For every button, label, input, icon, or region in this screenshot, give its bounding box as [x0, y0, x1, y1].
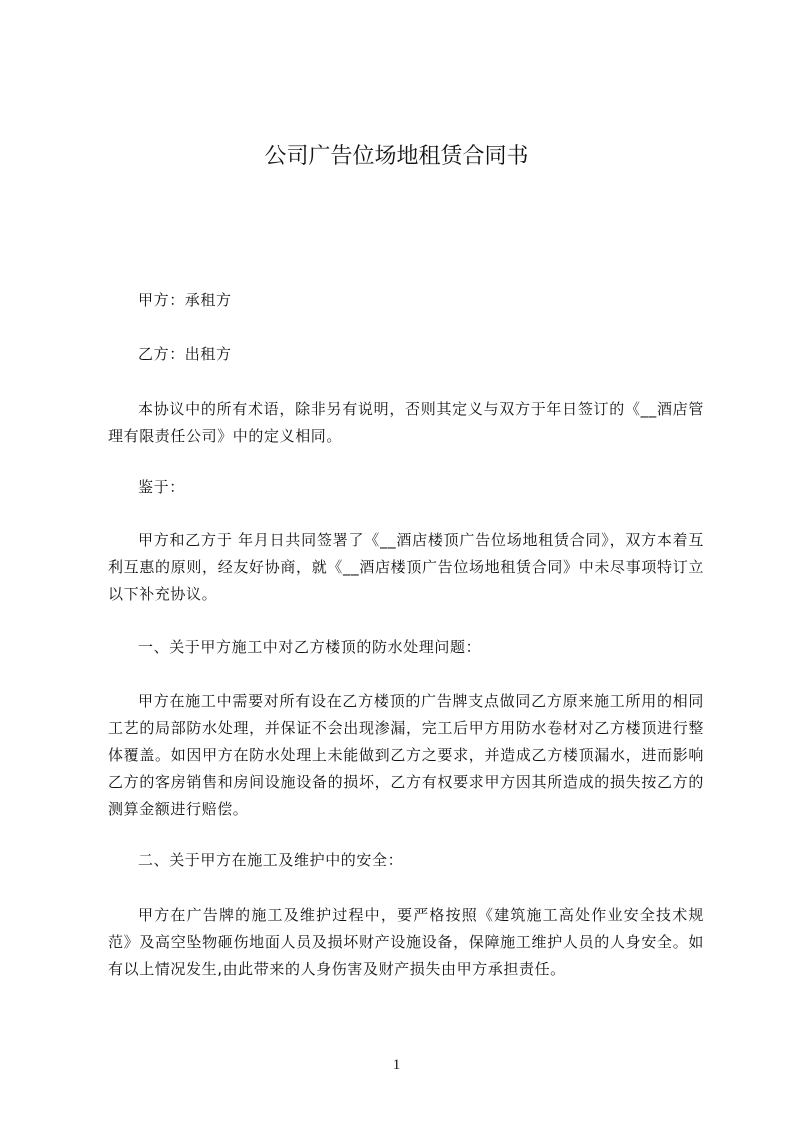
recital-paragraph: 甲方和乙方于 年月日共同签署了《__酒店楼顶广告位场地租赁合同》，双方本着互利互惠的原则，经友好协商，就《__酒店楼顶广告位场地租赁合同》中未尽事项特订立以下补充协议。 [108, 531, 704, 603]
party-b-line: 乙方：出租方 [138, 345, 232, 363]
section-1-body: 甲方在施工中需要对所有设在乙方楼顶的广告牌支点做同乙方原来施工所用的相同工艺的局部防水处理，并保证不会出现渗漏，完工后甲方用防水卷材对乙方楼顶进行整体覆盖。如因甲方在防水处理上未能做到乙方之要求，并造成乙方楼顶漏水，进而影响乙方的客房销售和房间设施设备的损坏，乙方有权要求甲方因其所造成的损失按乙方的测算金额进行赔偿。 [108, 692, 704, 818]
party-a-line: 甲方：承租方 [138, 291, 232, 309]
definitions-paragraph: 本协议中的所有术语，除非另有说明，否则其定义与双方于年日签订的《__酒店管理有限责任公司》中的定义相同。 [108, 400, 704, 445]
section-2-heading: 二、关于甲方在施工及维护中的安全： [138, 851, 404, 869]
section-1-heading: 一、关于甲方施工中对乙方楼顶的防水处理问题： [138, 638, 482, 656]
section-2-body: 甲方在广告牌的施工及维护过程中，要严格按照《建筑施工高处作业安全技术规范》及高空坠物砸伤地面人员及损坏财产设施设备，保障施工维护人员的人身安全。如有以上情况发生,由此带来的人身伤害及财产损失由甲方承担责任。 [108, 906, 704, 978]
whereas-heading: 鉴于： [138, 478, 185, 496]
page-number: 1 [392, 1057, 401, 1073]
document-title: 公司广告位场地租赁合同书 [264, 144, 529, 169]
